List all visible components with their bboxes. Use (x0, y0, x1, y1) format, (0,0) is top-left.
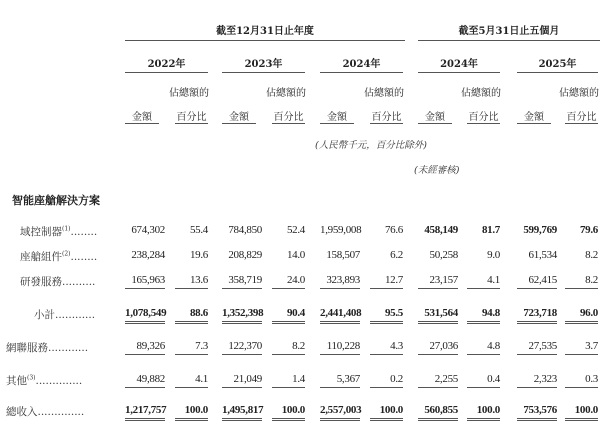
percentage-cell: 4.1 (467, 274, 500, 289)
amount-cell: 110,228 (320, 340, 360, 355)
row-label (20, 224, 97, 239)
row-label-text: 小計 (34, 309, 55, 321)
percentage-cell: 100.0 (565, 404, 598, 421)
row-label-text: 總收入 (6, 406, 38, 418)
amount-cell: 61,534 (528, 249, 557, 261)
leader-dots: .............. (37, 406, 85, 418)
pct-header-line2: 百分比 (566, 112, 597, 123)
divider (175, 123, 208, 124)
amount-cell: 158,507 (326, 249, 360, 261)
group-header-fiscal-year: 截至12月31日止年度 (216, 26, 314, 37)
amount-cell: 2,441,408 (320, 307, 360, 324)
amount-header: 金額 (327, 112, 347, 123)
percentage-cell: 4.8 (467, 340, 500, 355)
row-label-text: 其他 (6, 375, 27, 387)
amount-cell: 50,258 (429, 249, 458, 261)
divider (418, 72, 500, 73)
amount-cell: 21,049 (222, 373, 262, 388)
amount-cell: 2,557,003 (320, 404, 360, 421)
group-header-five-months: 截至5月31日止五個月 (458, 26, 560, 37)
amount-header: 金額 (425, 112, 445, 123)
amount-cell: 27,036 (418, 340, 458, 355)
amount-cell: 23,157 (418, 274, 458, 289)
percentage-cell: 100.0 (467, 404, 500, 421)
pct-header-line2: 百分比 (273, 112, 304, 123)
amount-cell: 62,415 (517, 274, 557, 289)
divider (320, 123, 354, 124)
amount-cell: 1,495,817 (222, 404, 262, 421)
percentage-cell: 9.0 (487, 249, 500, 261)
pct-header-line2: 百分比 (468, 112, 499, 123)
divider (467, 123, 500, 124)
pct-header-line1: 佔總額的 (559, 88, 599, 99)
amount-cell: 531,564 (418, 307, 458, 324)
percentage-cell: 13.6 (175, 274, 208, 289)
leader-dots: .......... (62, 276, 96, 288)
divider (517, 72, 598, 73)
row-label-text: 研發服務 (20, 276, 62, 288)
leader-dots: ........ (70, 226, 98, 238)
footnote-ref: (2) (62, 250, 71, 258)
amount-cell: 89,326 (125, 340, 165, 355)
leader-dots: ........ (70, 251, 98, 263)
percentage-cell: 8.2 (565, 274, 598, 289)
percentage-cell: 1.4 (272, 373, 305, 388)
divider (125, 72, 208, 73)
unit-note: (人民幣千元，百分比除外) (315, 140, 427, 151)
amount-cell: 1,078,549 (125, 307, 165, 324)
pct-header-line2: 百分比 (176, 112, 207, 123)
percentage-cell: 24.0 (272, 274, 305, 289)
percentage-cell: 95.5 (370, 307, 403, 324)
pct-header-line1: 佔總額的 (364, 88, 404, 99)
percentage-cell: 79.6 (579, 224, 598, 236)
pct-header-line2: 百分比 (371, 112, 402, 123)
percentage-cell: 81.7 (481, 224, 500, 236)
percentage-cell: 4.1 (175, 373, 208, 388)
amount-cell: 560,855 (418, 404, 458, 421)
percentage-cell: 6.2 (390, 249, 403, 261)
year-header: 2024年 (440, 59, 478, 70)
row-label (20, 249, 97, 264)
divider (125, 40, 405, 41)
amount-header: 金額 (524, 112, 544, 123)
unaudited-note: (未經審核) (414, 165, 460, 176)
row-label-text: 網聯服務 (6, 342, 48, 354)
row-label (34, 307, 95, 322)
percentage-cell: 8.2 (272, 340, 305, 355)
divider (418, 123, 452, 124)
amount-cell: 458,149 (424, 224, 458, 236)
amount-cell: 784,850 (228, 224, 262, 236)
percentage-cell: 88.6 (175, 307, 208, 324)
percentage-cell: 3.7 (565, 340, 598, 355)
footnote-ref: (1) (62, 225, 71, 233)
percentage-cell: 12.7 (370, 274, 403, 289)
year-header: 2025年 (538, 59, 577, 70)
footnote-ref: (3) (27, 374, 36, 382)
section-title: 智能座艙解決方案 (12, 194, 100, 207)
percentage-cell: 0.4 (467, 373, 500, 388)
percentage-cell: 55.4 (189, 224, 208, 236)
percentage-cell: 52.4 (286, 224, 305, 236)
percentage-cell: 90.4 (272, 307, 305, 324)
percentage-cell: 100.0 (272, 404, 305, 421)
divider (125, 123, 159, 124)
divider (272, 123, 305, 124)
amount-cell: 208,829 (228, 249, 262, 261)
amount-cell: 358,719 (222, 274, 262, 289)
pct-header-line1: 佔總額的 (461, 88, 501, 99)
percentage-cell: 7.3 (175, 340, 208, 355)
year-header: 2022年 (147, 59, 186, 70)
row-label (6, 404, 84, 419)
row-label (6, 340, 88, 355)
divider (222, 123, 256, 124)
amount-cell: 122,370 (222, 340, 262, 355)
divider (565, 123, 598, 124)
amount-cell: 49,882 (125, 373, 165, 388)
divider (222, 72, 305, 73)
amount-cell: 599,769 (523, 224, 557, 236)
amount-cell: 1,217,757 (125, 404, 165, 421)
row-label (20, 274, 95, 289)
percentage-cell: 0.2 (370, 373, 403, 388)
amount-header: 金額 (229, 112, 249, 123)
percentage-cell: 4.3 (370, 340, 403, 355)
percentage-cell: 76.6 (384, 224, 403, 236)
amount-cell: 674,302 (131, 224, 165, 236)
percentage-cell: 94.8 (467, 307, 500, 324)
amount-header: 金額 (132, 112, 152, 123)
amount-cell: 1,959,008 (320, 224, 362, 236)
amount-cell: 1,352,398 (222, 307, 262, 324)
year-header: 2024年 (342, 59, 381, 70)
pct-header-line1: 佔總額的 (266, 88, 306, 99)
percentage-cell: 14.0 (286, 249, 305, 261)
leader-dots: ............ (48, 342, 89, 354)
row-label (6, 373, 82, 388)
percentage-cell: 100.0 (175, 404, 208, 421)
percentage-cell: 19.6 (189, 249, 208, 261)
amount-cell: 5,367 (320, 373, 360, 388)
percentage-cell: 100.0 (370, 404, 403, 421)
percentage-cell: 96.0 (565, 307, 598, 324)
amount-cell: 323,893 (320, 274, 360, 289)
divider (370, 123, 403, 124)
pct-header-line1: 佔總額的 (169, 88, 209, 99)
amount-cell: 753,576 (517, 404, 557, 421)
amount-cell: 2,323 (517, 373, 557, 388)
amount-cell: 165,963 (125, 274, 165, 289)
amount-cell: 2,255 (418, 373, 458, 388)
leader-dots: ............ (55, 309, 96, 321)
percentage-cell: 0.3 (565, 373, 598, 388)
divider (517, 123, 551, 124)
row-label-text: 域控制器 (20, 226, 62, 238)
amount-cell: 723,718 (517, 307, 557, 324)
divider (320, 72, 403, 73)
leader-dots: .............. (35, 375, 83, 387)
amount-cell: 238,284 (131, 249, 165, 261)
divider (418, 40, 600, 41)
row-label-text: 座艙組件 (20, 251, 62, 263)
year-header: 2023年 (244, 59, 283, 70)
percentage-cell: 8.2 (585, 249, 598, 261)
amount-cell: 27,535 (517, 340, 557, 355)
